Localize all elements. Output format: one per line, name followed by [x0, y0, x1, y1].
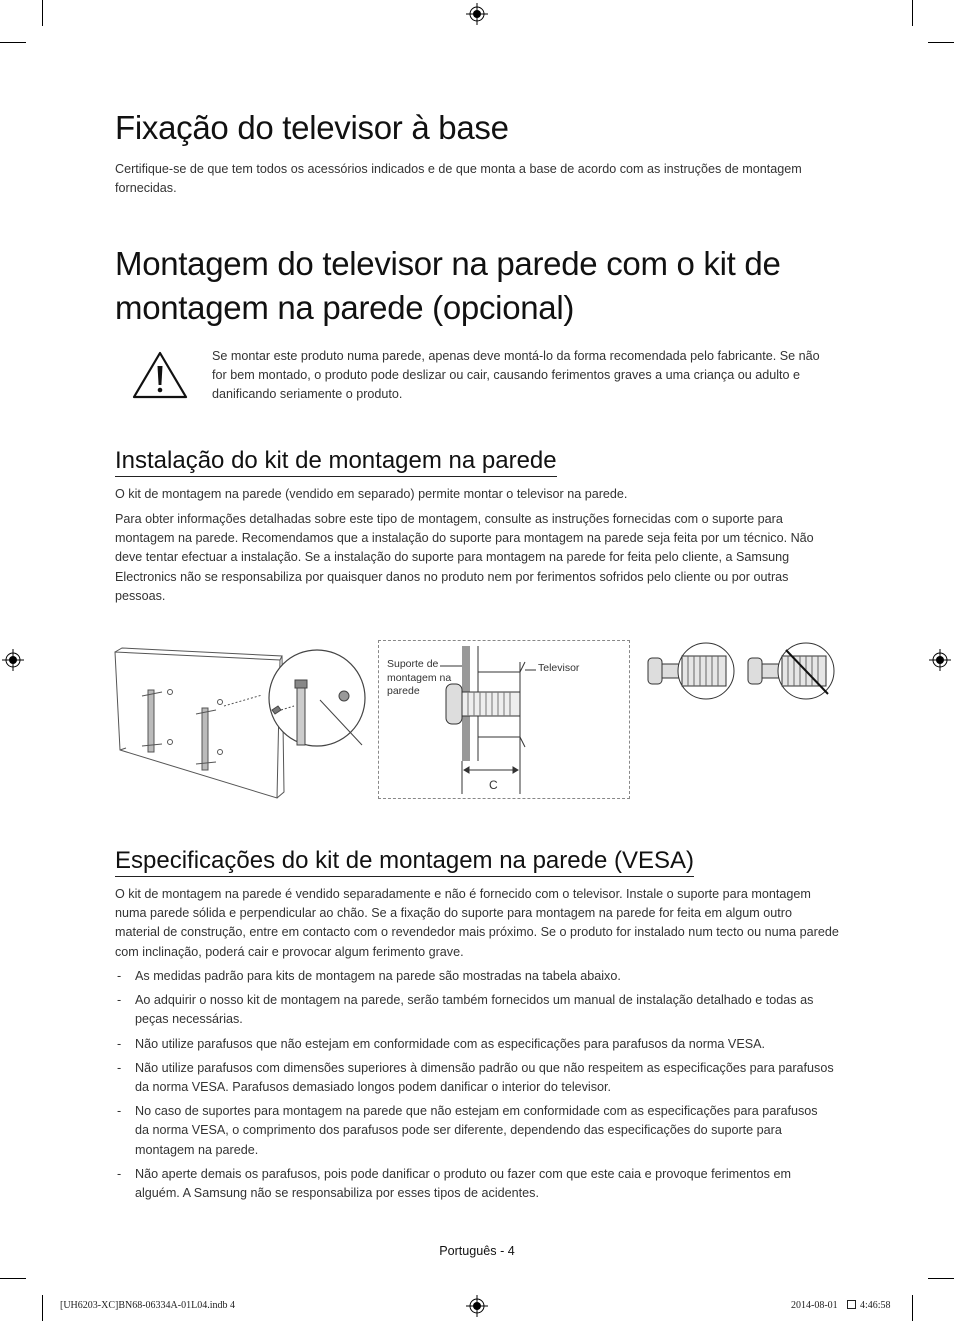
registration-mark-icon [929, 649, 951, 671]
crop-mark [0, 1278, 26, 1279]
print-date: 2014-08-01 [791, 1300, 838, 1311]
crop-mark [42, 0, 43, 26]
list-item: - As medidas padrão para kits de montagem na parede são mostradas na tabela abaixo. [117, 969, 621, 983]
label-c: C [489, 778, 498, 792]
list-item: - Não utilize parafusos que não estejam em conformidade com as especificações para parafusos da norma VESA. [117, 1036, 766, 1051]
registration-mark-icon [466, 1295, 488, 1317]
install-paragraph-2: Para obter informações detalhadas sobre este tipo de montagem, consulte as instruções fornecidas com o suporte para montagem na parede. Recomendamos que a instalação do suporte para montagem na parede seja feita por um técnico. Não deve tentar efectuar a instalação. Se a instalação do suporte para montagem na parede for feita pelo cliente, a Samsung Electronics não se responsabiliza por quaisquer danos no produto nem por ferimentos sofridos pelo cliente ou por outras pessoas. [115, 512, 814, 603]
label-tv: Televisor [538, 662, 580, 674]
label-wall-bracket: Suporte de montagem na parede [387, 658, 452, 697]
vesa-bullet-list [115, 967, 835, 1208]
print-file-info: [UH6203-XC]BN68-06334A-01L04.indb 4 [60, 1300, 235, 1311]
vesa-heading: Especificações do kit de montagem na parede (VESA) [115, 846, 694, 877]
page-title: Fixação do televisor à base [115, 109, 509, 146]
crop-mark [0, 42, 26, 43]
tv-back-illustration [112, 640, 377, 805]
intro-paragraph: Certifique-se de que tem todos os acessórios indicados e de que monta a base de acordo com as instruções de montagem fornecidas. [115, 162, 802, 196]
install-heading: Instalação do kit de montagem na parede [115, 446, 557, 477]
list-item: - Ao adquirir o nosso kit de montagem na parede, serão também fornecidos um manual de instalação detalhado e todas as peças necessárias. [117, 993, 814, 1027]
section-title: Montagem do televisor na parede com o kit de montagem na parede (opcional) [115, 245, 781, 326]
warning-triangle-icon [131, 350, 189, 400]
registration-mark-icon [466, 3, 488, 25]
crop-mark [42, 1295, 43, 1321]
warning-text: Se montar este produto numa parede, apenas deve montá-lo da forma recomendada pelo fabricante. Se não for bem montado, o produto pode deslizar ou cair, causando ferimentos graves a uma criança ou adulto e danificando seriamente o produto. [212, 349, 820, 402]
page-number: Português - 4 [439, 1244, 515, 1258]
list-item: - Não utilize parafusos com dimensões superiores à dimensão padrão ou que não respeitem as especificações para parafusos da norma VESA. Parafusos demasiado longos podem danificar o interior do televisor. [117, 1060, 834, 1095]
vesa-paragraph: O kit de montagem na parede é vendido separadamente e não é fornecido com o televisor. Instale o suporte para montagem numa parede sólida e perpendicular ao chão. Se a fixação do suporte para montagem na parede for feita em algum outro material de construção, entre em contacto com o revendedor mais próximo. Se o produto for instalado num tecto ou numa parede com inclinação, poderá cair e provocar algum ferimento grave. [115, 887, 839, 959]
print-marker-icon [847, 1300, 856, 1309]
vesa-heading-wrap [115, 846, 694, 877]
cross-section-drawing [380, 642, 626, 795]
crop-mark [928, 1278, 954, 1279]
print-time: 4:46:58 [860, 1300, 891, 1311]
crop-mark [912, 0, 913, 26]
incorrect-screw-icon [742, 640, 836, 702]
crop-mark [912, 1295, 913, 1321]
correct-screw-icon [642, 640, 736, 702]
registration-mark-icon [2, 649, 24, 671]
list-item: - No caso de suportes para montagem na parede que não estejam em conformidade com as especificações para parafusos da norma VESA, o comprimento dos parafusos pode ser diferente, dependendo das especificações do suporte para montagem na parede. [117, 1104, 818, 1157]
install-heading-wrap [115, 446, 557, 477]
crop-mark [928, 42, 954, 43]
list-item: - Não aperte demais os parafusos, pois pode danificar o produto ou fazer com que este caia e provoque ferimentos em alguém. A Samsung não se responsabiliza por esses tipos de acidentes. [117, 1166, 791, 1201]
install-paragraph-1: O kit de montagem na parede (vendido em separado) permite montar o televisor na parede. [115, 487, 628, 501]
